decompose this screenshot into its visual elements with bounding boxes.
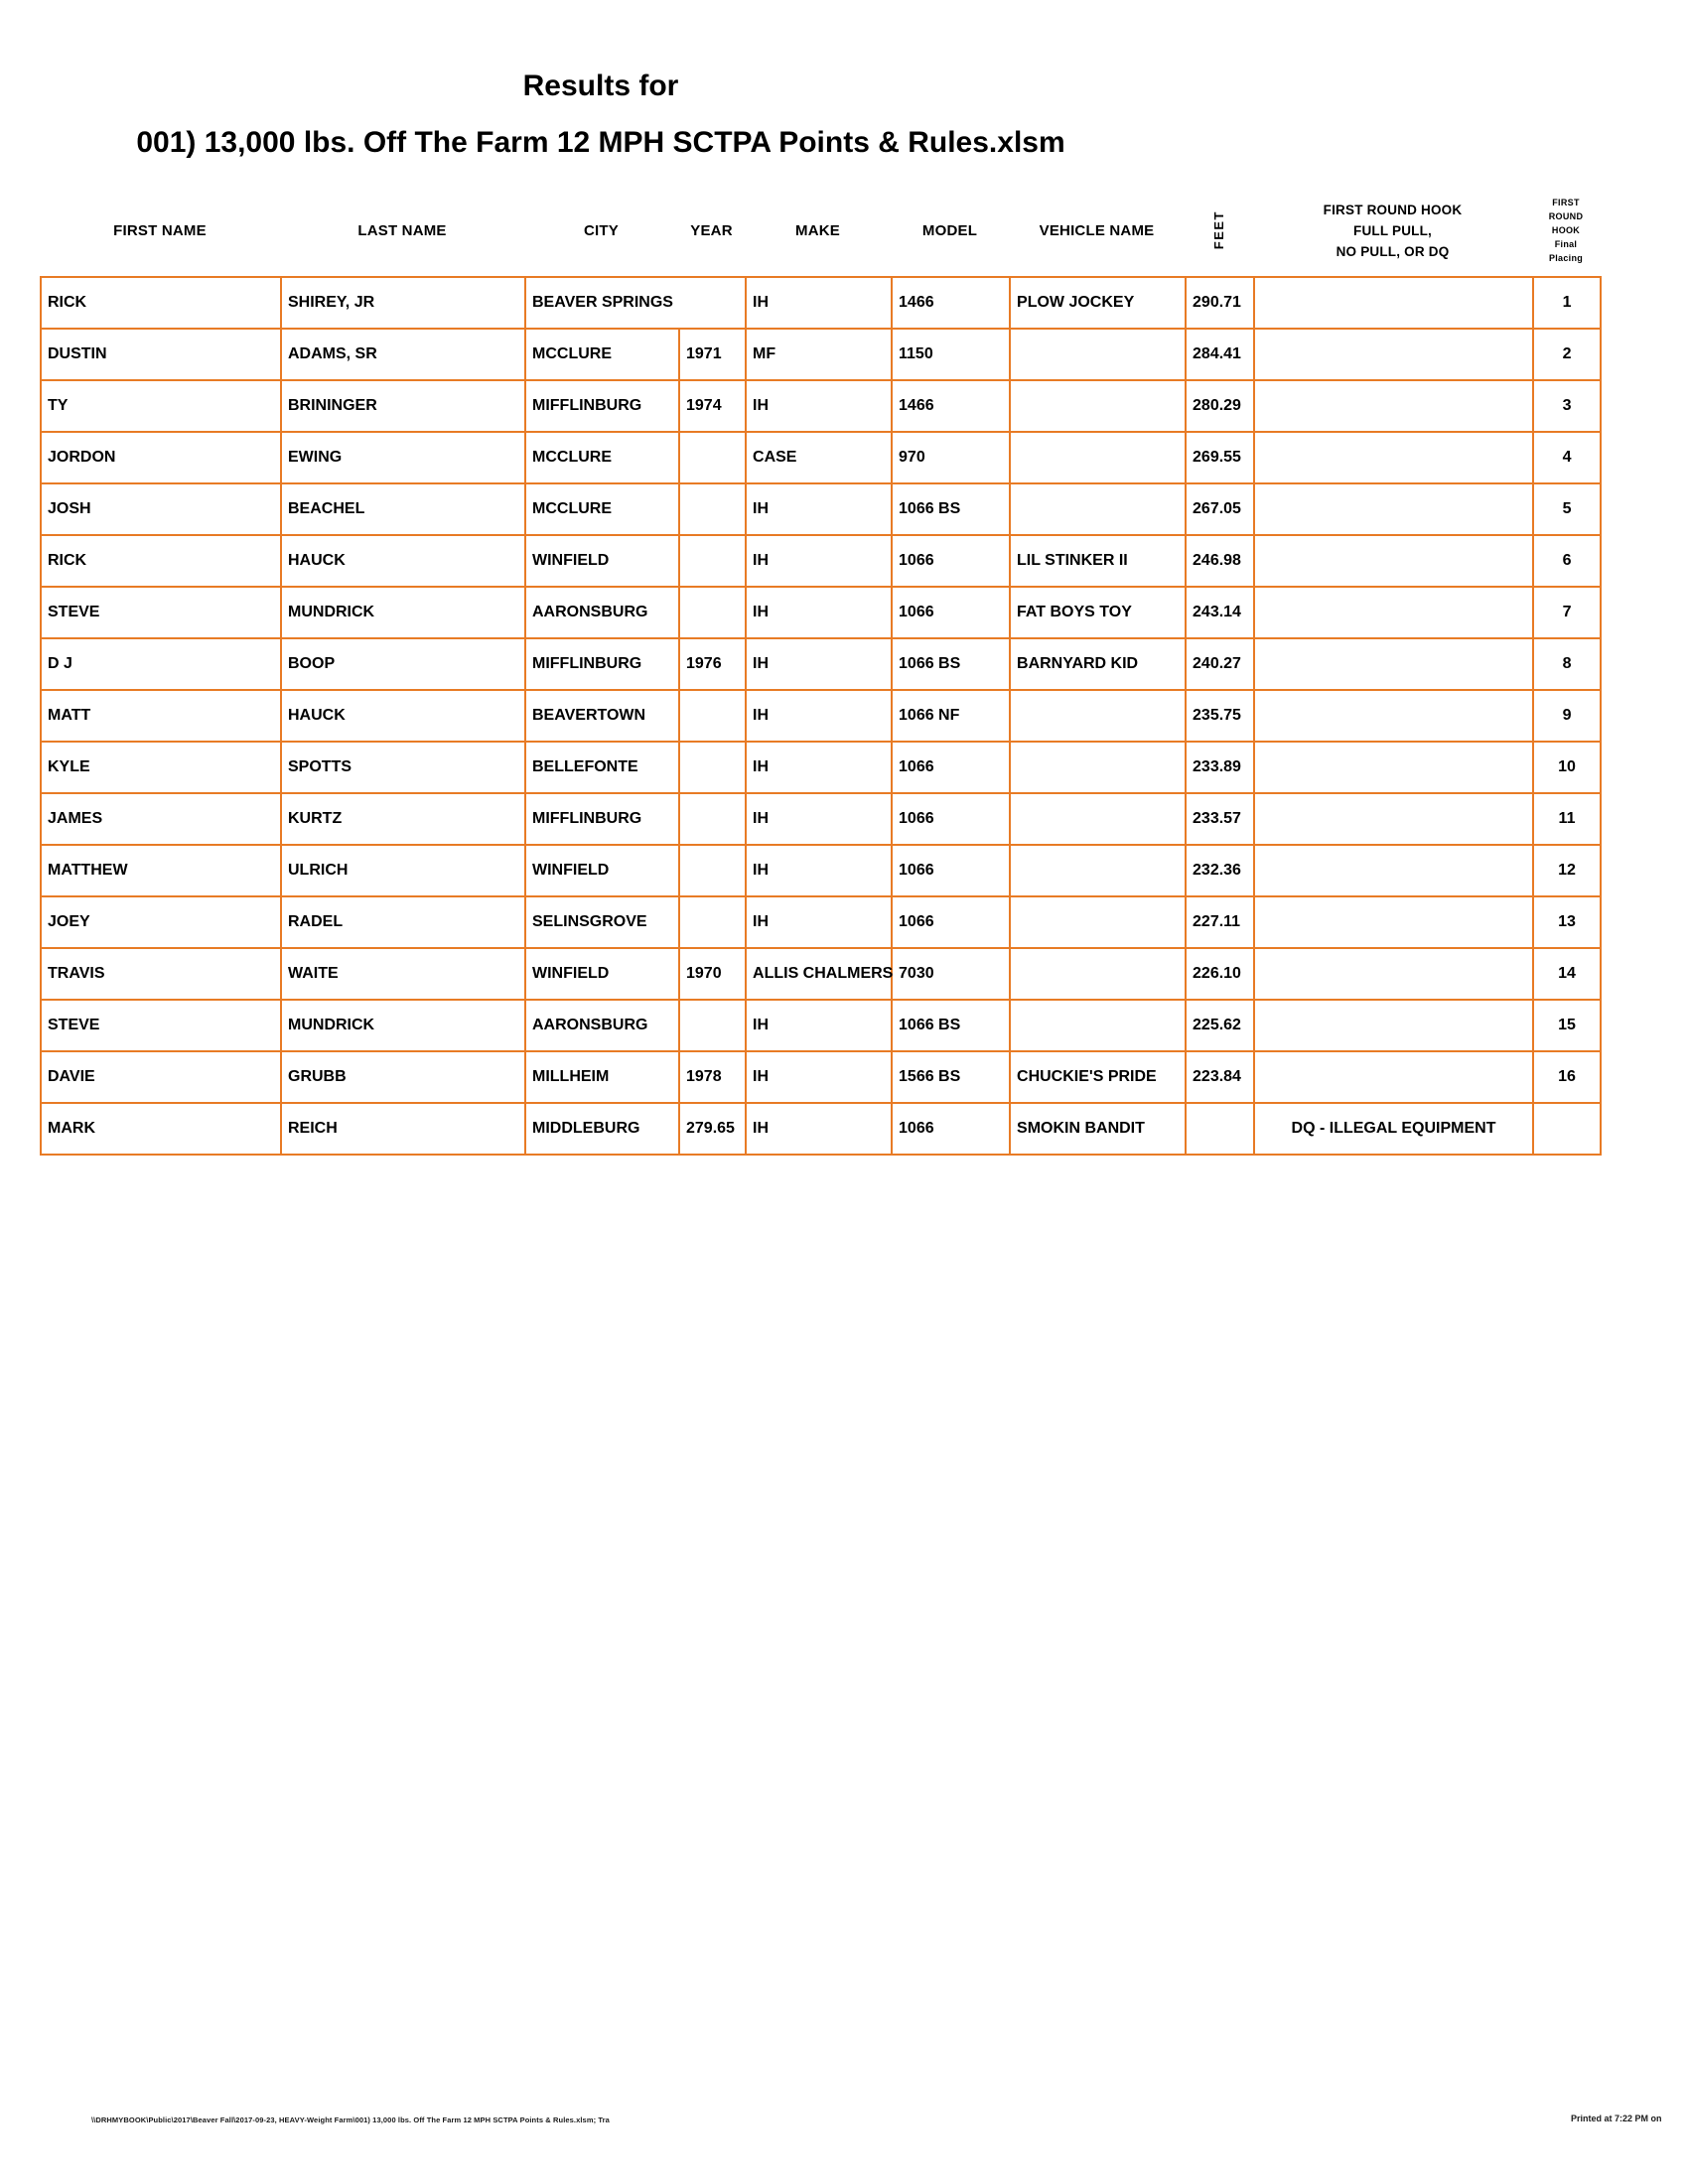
cell-first-name: KYLE xyxy=(41,742,281,793)
cell-final-placing: 12 xyxy=(1533,845,1601,896)
cell-year xyxy=(679,690,746,742)
cell-final-placing: 2 xyxy=(1533,329,1601,380)
table-row xyxy=(41,329,1601,380)
footer-file-path: \\DRHMYBOOK\Public\2017\Beaver Fall\2017-09-23, HEAVY-Weight Farm\001) 13,000 lbs. Off The Farm 12 MPH SCTPA Points & Rules.xlsm; Tra xyxy=(91,2116,610,2124)
cell-year: 1978 xyxy=(679,1051,746,1103)
cell-year: 1974 xyxy=(679,380,746,432)
cell-year xyxy=(679,483,746,535)
cell-feet: 232.36 xyxy=(1186,845,1254,896)
table-row xyxy=(41,432,1601,483)
cell-model: 1066 xyxy=(892,742,1010,793)
cell-year xyxy=(679,1000,746,1051)
placing-header-line: ROUND xyxy=(1548,211,1584,221)
cell-first-round-hook xyxy=(1254,483,1533,535)
cell-final-placing: 14 xyxy=(1533,948,1601,1000)
cell-vehicle-name xyxy=(1010,483,1186,535)
table-row xyxy=(41,793,1601,845)
cell-last-name: MUNDRICK xyxy=(281,1000,525,1051)
cell-make: IH xyxy=(746,896,892,948)
placing-header-line: Placing xyxy=(1548,253,1584,263)
table-row xyxy=(41,896,1601,948)
cell-model: 1466 xyxy=(892,380,1010,432)
cell-last-name: GRUBB xyxy=(281,1051,525,1103)
table-row xyxy=(41,638,1601,690)
table-row xyxy=(41,1103,1601,1155)
cell-vehicle-name xyxy=(1010,742,1186,793)
hook-header-line: FULL PULL, xyxy=(1353,222,1432,238)
cell-feet: 227.11 xyxy=(1186,896,1254,948)
cell-first-name: JOSH xyxy=(41,483,281,535)
cell-model: 1066 BS xyxy=(892,483,1010,535)
cell-first-round-hook xyxy=(1254,277,1533,329)
cell-last-name: ADAMS, SR xyxy=(281,329,525,380)
cell-first-round-hook xyxy=(1254,845,1533,896)
cell-vehicle-name xyxy=(1010,845,1186,896)
cell-first-round-hook xyxy=(1254,896,1533,948)
cell-feet: 246.98 xyxy=(1186,535,1254,587)
col-header-feet xyxy=(1185,187,1253,274)
cell-first-round-hook xyxy=(1254,587,1533,638)
cell-first-round-hook xyxy=(1254,1000,1533,1051)
cell-vehicle-name: CHUCKIE'S PRIDE xyxy=(1010,1051,1186,1103)
table-row xyxy=(41,587,1601,638)
cell-city: WINFIELD xyxy=(525,948,679,1000)
table-row xyxy=(41,483,1601,535)
cell-make: IH xyxy=(746,380,892,432)
cell-make: IH xyxy=(746,277,892,329)
cell-last-name: SHIREY, JR xyxy=(281,277,525,329)
cell-model: 1066 xyxy=(892,1103,1010,1155)
cell-make: IH xyxy=(746,742,892,793)
cell-last-name: MUNDRICK xyxy=(281,587,525,638)
cell-vehicle-name xyxy=(1010,690,1186,742)
cell-city: MIFFLINBURG xyxy=(525,638,679,690)
results-table-body xyxy=(41,277,1601,1155)
cell-city: MILLHEIM xyxy=(525,1051,679,1103)
placing-header-line: Final xyxy=(1554,239,1578,249)
cell-make: IH xyxy=(746,793,892,845)
table-column-headers xyxy=(40,187,1600,274)
cell-first-name: JORDON xyxy=(41,432,281,483)
cell-make: IH xyxy=(746,1000,892,1051)
cell-city: AARONSBURG xyxy=(525,587,679,638)
cell-feet: 225.62 xyxy=(1186,1000,1254,1051)
cell-feet xyxy=(1186,1103,1254,1155)
cell-final-placing: 8 xyxy=(1533,638,1601,690)
cell-vehicle-name xyxy=(1010,432,1186,483)
cell-model: 7030 xyxy=(892,948,1010,1000)
cell-first-round-hook xyxy=(1254,793,1533,845)
table-row xyxy=(41,1000,1601,1051)
cell-final-placing xyxy=(1533,1103,1601,1155)
cell-model: 1466 xyxy=(892,277,1010,329)
cell-feet: 269.55 xyxy=(1186,432,1254,483)
cell-city: BEAVER SPRINGS xyxy=(525,277,746,329)
cell-model: 1566 BS xyxy=(892,1051,1010,1103)
cell-first-round-hook: DQ - ILLEGAL EQUIPMENT xyxy=(1254,1103,1533,1155)
cell-year xyxy=(679,432,746,483)
cell-vehicle-name xyxy=(1010,793,1186,845)
cell-vehicle-name: LIL STINKER II xyxy=(1010,535,1186,587)
cell-final-placing: 7 xyxy=(1533,587,1601,638)
table-row xyxy=(41,948,1601,1000)
cell-year xyxy=(679,793,746,845)
col-header-last-name: LAST NAME xyxy=(357,221,447,239)
cell-final-placing: 5 xyxy=(1533,483,1601,535)
cell-first-name: RICK xyxy=(41,535,281,587)
cell-make: IH xyxy=(746,535,892,587)
cell-year xyxy=(679,896,746,948)
col-header-first-name: FIRST NAME xyxy=(113,221,207,239)
cell-year: 1976 xyxy=(679,638,746,690)
table-row xyxy=(41,535,1601,587)
cell-city: MIFFLINBURG xyxy=(525,793,679,845)
cell-make: IH xyxy=(746,690,892,742)
cell-make: IH xyxy=(746,1051,892,1103)
cell-feet: 226.10 xyxy=(1186,948,1254,1000)
cell-vehicle-name xyxy=(1010,329,1186,380)
cell-last-name: BRININGER xyxy=(281,380,525,432)
col-header-model: MODEL xyxy=(921,221,978,239)
cell-final-placing: 3 xyxy=(1533,380,1601,432)
cell-first-name: JOEY xyxy=(41,896,281,948)
cell-last-name: KURTZ xyxy=(281,793,525,845)
cell-feet: 267.05 xyxy=(1186,483,1254,535)
cell-make: IH xyxy=(746,1103,892,1155)
table-row xyxy=(41,380,1601,432)
table-row xyxy=(41,1051,1601,1103)
placing-header-line: HOOK xyxy=(1551,225,1581,235)
feet-rotated-label: FEET xyxy=(1211,210,1226,250)
hook-header-line: NO PULL, OR DQ xyxy=(1336,243,1450,259)
cell-final-placing: 10 xyxy=(1533,742,1601,793)
cell-first-name: DUSTIN xyxy=(41,329,281,380)
cell-year xyxy=(679,845,746,896)
cell-last-name: REICH xyxy=(281,1103,525,1155)
report-title: Results for xyxy=(522,69,679,102)
results-table xyxy=(40,276,1602,1156)
cell-first-name: RICK xyxy=(41,277,281,329)
cell-vehicle-name: PLOW JOCKEY xyxy=(1010,277,1186,329)
cell-first-round-hook xyxy=(1254,1051,1533,1103)
col-header-year: YEAR xyxy=(690,221,733,239)
cell-make: IH xyxy=(746,587,892,638)
cell-first-name: TRAVIS xyxy=(41,948,281,1000)
cell-year xyxy=(679,742,746,793)
cell-last-name: HAUCK xyxy=(281,535,525,587)
cell-year: 1971 xyxy=(679,329,746,380)
col-header-vehicle-name: VEHICLE NAME xyxy=(1039,221,1155,239)
cell-model: 970 xyxy=(892,432,1010,483)
cell-feet: 290.71 xyxy=(1186,277,1254,329)
col-header-city: CITY xyxy=(584,221,619,239)
cell-feet: 235.75 xyxy=(1186,690,1254,742)
table-row xyxy=(41,845,1601,896)
cell-final-placing: 16 xyxy=(1533,1051,1601,1103)
cell-make: IH xyxy=(746,845,892,896)
cell-first-name: TY xyxy=(41,380,281,432)
cell-first-name: STEVE xyxy=(41,587,281,638)
cell-feet: 223.84 xyxy=(1186,1051,1254,1103)
cell-final-placing: 9 xyxy=(1533,690,1601,742)
cell-vehicle-name: SMOKIN BANDIT xyxy=(1010,1103,1186,1155)
cell-first-round-hook xyxy=(1254,535,1533,587)
cell-feet: 233.89 xyxy=(1186,742,1254,793)
cell-model: 1150 xyxy=(892,329,1010,380)
cell-vehicle-name xyxy=(1010,1000,1186,1051)
col-header-final-placing xyxy=(1532,187,1600,274)
col-header-make: MAKE xyxy=(795,221,840,239)
cell-first-name: DAVIE xyxy=(41,1051,281,1103)
cell-final-placing: 4 xyxy=(1533,432,1601,483)
hook-header-line: FIRST ROUND HOOK xyxy=(1323,202,1463,217)
cell-make: ALLIS CHALMERS xyxy=(746,948,892,1000)
cell-city: SELINSGROVE xyxy=(525,896,679,948)
cell-final-placing: 15 xyxy=(1533,1000,1601,1051)
cell-last-name: SPOTTS xyxy=(281,742,525,793)
cell-vehicle-name: BARNYARD KID xyxy=(1010,638,1186,690)
cell-make: IH xyxy=(746,483,892,535)
cell-city: MCCLURE xyxy=(525,432,679,483)
cell-last-name: RADEL xyxy=(281,896,525,948)
cell-last-name: BOOP xyxy=(281,638,525,690)
cell-city: MIFFLINBURG xyxy=(525,380,679,432)
cell-first-round-hook xyxy=(1254,380,1533,432)
table-row xyxy=(41,742,1601,793)
col-header-first-round-hook xyxy=(1253,187,1532,274)
cell-year: 1970 xyxy=(679,948,746,1000)
cell-city: MCCLURE xyxy=(525,483,679,535)
cell-model: 1066 BS xyxy=(892,638,1010,690)
cell-first-name: JAMES xyxy=(41,793,281,845)
cell-first-name: MATTHEW xyxy=(41,845,281,896)
cell-final-placing: 1 xyxy=(1533,277,1601,329)
cell-last-name: WAITE xyxy=(281,948,525,1000)
cell-feet: 233.57 xyxy=(1186,793,1254,845)
cell-first-round-hook xyxy=(1254,329,1533,380)
cell-make: MF xyxy=(746,329,892,380)
cell-last-name: HAUCK xyxy=(281,690,525,742)
cell-year xyxy=(679,535,746,587)
cell-year: 279.65 xyxy=(679,1103,746,1155)
cell-city: WINFIELD xyxy=(525,845,679,896)
cell-last-name: BEACHEL xyxy=(281,483,525,535)
cell-last-name: ULRICH xyxy=(281,845,525,896)
cell-model: 1066 xyxy=(892,587,1010,638)
cell-first-round-hook xyxy=(1254,638,1533,690)
report-title-block xyxy=(0,69,1201,160)
cell-feet: 243.14 xyxy=(1186,587,1254,638)
cell-city: MIDDLEBURG xyxy=(525,1103,679,1155)
cell-feet: 284.41 xyxy=(1186,329,1254,380)
cell-first-name: STEVE xyxy=(41,1000,281,1051)
cell-vehicle-name: FAT BOYS TOY xyxy=(1010,587,1186,638)
cell-final-placing: 13 xyxy=(1533,896,1601,948)
cell-final-placing: 6 xyxy=(1533,535,1601,587)
cell-model: 1066 xyxy=(892,535,1010,587)
cell-model: 1066 BS xyxy=(892,1000,1010,1051)
cell-first-name: MATT xyxy=(41,690,281,742)
cell-year xyxy=(679,587,746,638)
placing-header-line: FIRST xyxy=(1552,198,1580,207)
cell-vehicle-name xyxy=(1010,948,1186,1000)
cell-model: 1066 NF xyxy=(892,690,1010,742)
cell-first-round-hook xyxy=(1254,690,1533,742)
cell-final-placing: 11 xyxy=(1533,793,1601,845)
cell-first-name: D J xyxy=(41,638,281,690)
cell-feet: 280.29 xyxy=(1186,380,1254,432)
table-row xyxy=(41,690,1601,742)
table-row xyxy=(41,277,1601,329)
footer-printed-timestamp: Printed at 7:22 PM on xyxy=(1571,2114,1662,2123)
cell-first-name: MARK xyxy=(41,1103,281,1155)
cell-model: 1066 xyxy=(892,793,1010,845)
cell-feet: 240.27 xyxy=(1186,638,1254,690)
cell-first-round-hook xyxy=(1254,948,1533,1000)
cell-last-name: EWING xyxy=(281,432,525,483)
cell-model: 1066 xyxy=(892,845,1010,896)
cell-first-round-hook xyxy=(1254,742,1533,793)
cell-make: IH xyxy=(746,638,892,690)
cell-model: 1066 xyxy=(892,896,1010,948)
cell-vehicle-name xyxy=(1010,896,1186,948)
cell-city: BEAVERTOWN xyxy=(525,690,679,742)
cell-vehicle-name xyxy=(1010,380,1186,432)
cell-city: MCCLURE xyxy=(525,329,679,380)
cell-city: BELLEFONTE xyxy=(525,742,679,793)
cell-first-round-hook xyxy=(1254,432,1533,483)
cell-city: AARONSBURG xyxy=(525,1000,679,1051)
report-subtitle-filename: 001) 13,000 lbs. Off The Farm 12 MPH SCTPA Points & Rules.xlsm xyxy=(136,126,1065,159)
cell-make: CASE xyxy=(746,432,892,483)
cell-city: WINFIELD xyxy=(525,535,679,587)
